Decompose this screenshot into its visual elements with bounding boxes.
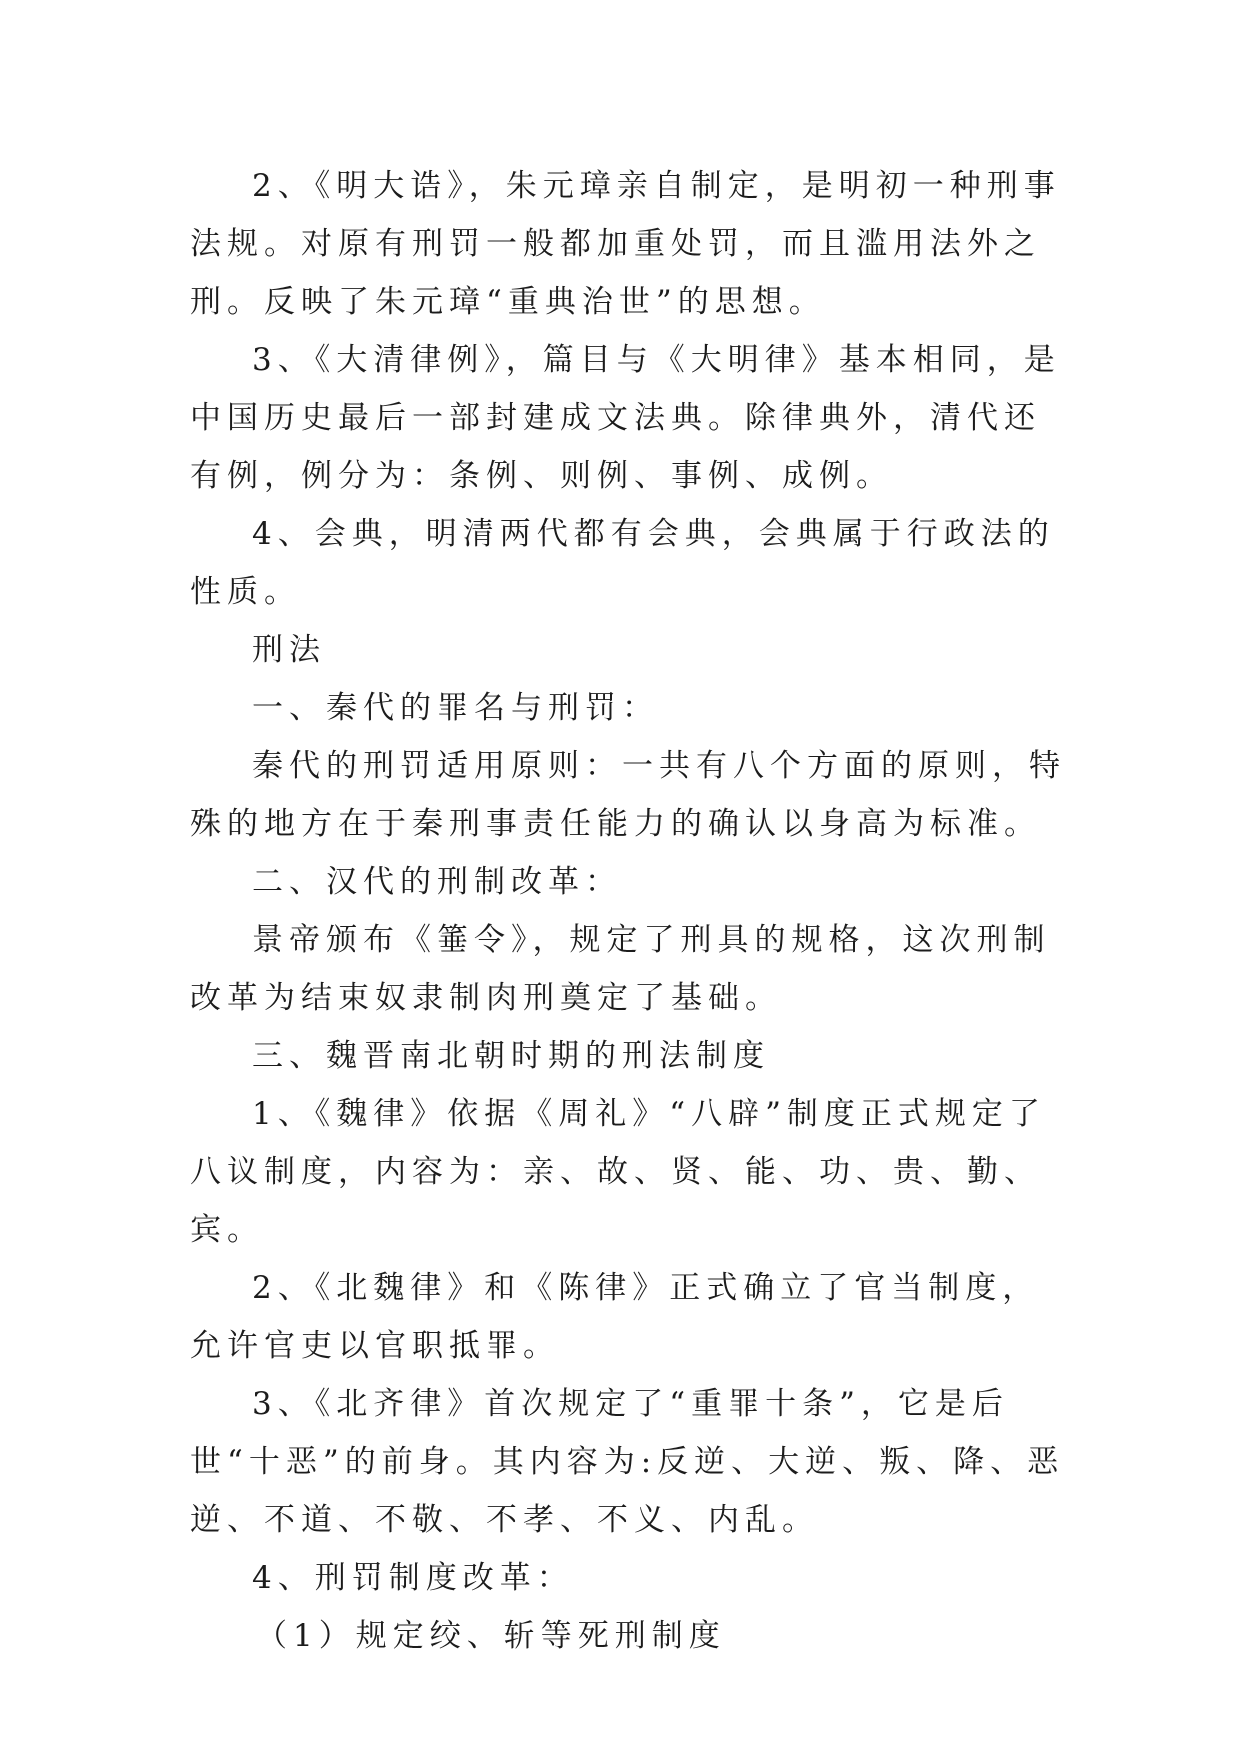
section-heading-criminal-law: 刑法 xyxy=(252,632,326,668)
paragraph-ming-dagao: 2、《明大诰》，朱元璋亲自制定，是明初一种刑事法规。对原有刑罚一般都加重处罚，而且滥用法外之刑。反映了朱元璋“重典治世”的思想。 xyxy=(190,168,1061,320)
paragraph-han-reform: 景帝颁布《箠令》，规定了刑具的规格，这次刑制改革为结束奴隶制肉刑奠定了基础。 xyxy=(190,922,1051,1016)
paragraph-beiqi-lv: 3、《北齐律》首次规定了“重罪十条”，它是后世“十恶”的前身。其内容为:反逆、大逆、叛、降、恶逆、不道、不敬、不孝、不义、内乱。 xyxy=(190,1386,1065,1538)
paragraph-wei-lv: 1、《魏律》依据《周礼》“八辟”制度正式规定了八议制度，内容为：亲、故、贤、能、功、贵、勤、宾。 xyxy=(190,1096,1046,1248)
paragraph-beiwei-chen-lv: 2、《北魏律》和《陈律》正式确立了官当制度，允许官吏以官职抵罪。 xyxy=(190,1270,1040,1364)
heading-han-reform: 二、汉代的刑制改革： xyxy=(252,864,622,900)
document-body xyxy=(190,157,1070,1665)
paragraph-daqing-lvli: 3、《大清律例》，篇目与《大明律》基本相同，是中国历史最后一部封建成文法典。除律典外，清代还有例，例分为：条例、则例、事例、成例。 xyxy=(190,342,1061,494)
paragraph-huidian: 4、会典，明清两代都有会典，会典属于行政法的性质。 xyxy=(190,516,1055,610)
list-item-death-penalty: （1）规定绞、斩等死刑制度 xyxy=(256,1618,726,1654)
heading-weijin-system: 三、魏晋南北朝时期的刑法制度 xyxy=(252,1038,770,1074)
paragraph-qin-principles: 秦代的刑罚适用原则：一共有八个方面的原则，特殊的地方在于秦刑事责任能力的确认以身高为标准。 xyxy=(190,748,1066,842)
heading-qin-crimes: 一、秦代的罪名与刑罚： xyxy=(252,690,659,726)
heading-punishment-reform: 4、刑罚制度改革： xyxy=(252,1560,574,1596)
